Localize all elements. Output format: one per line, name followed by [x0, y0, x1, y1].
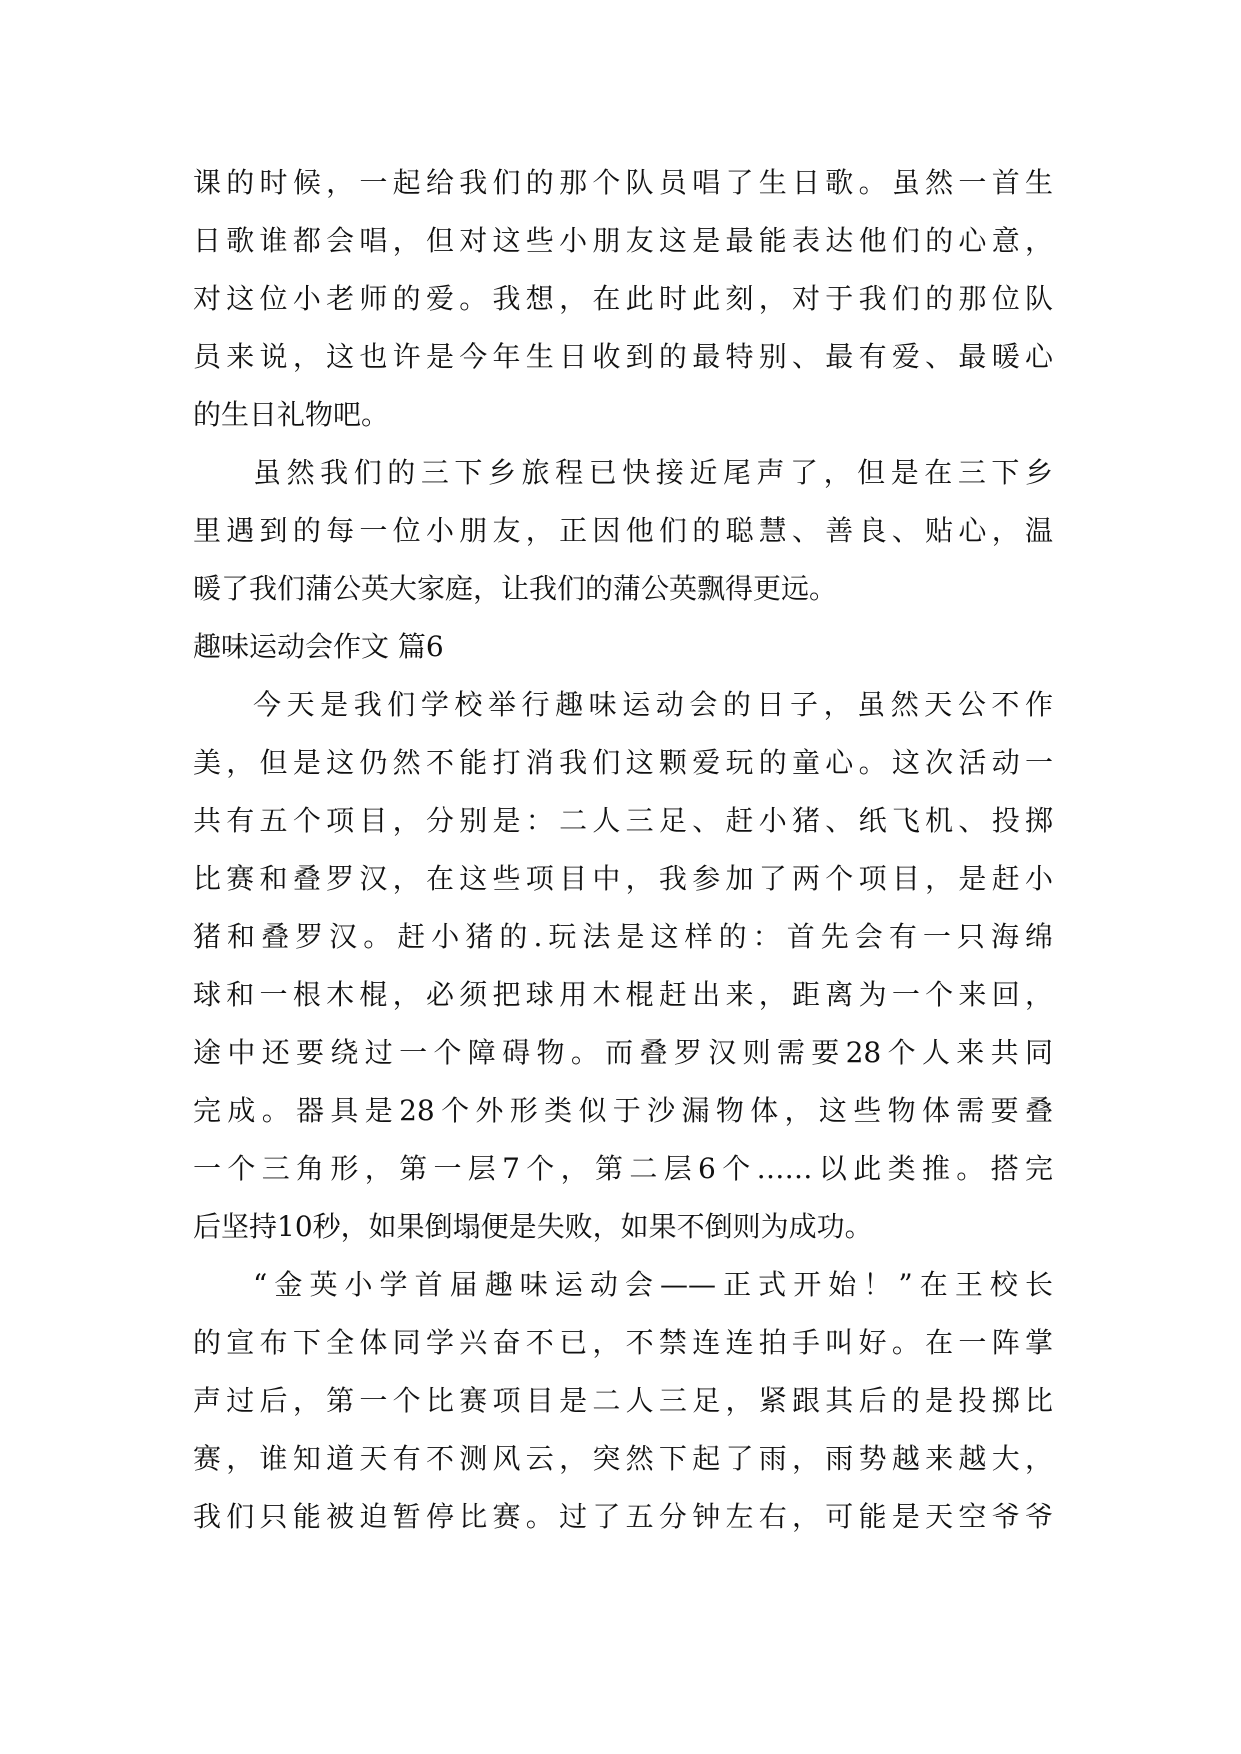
text-line: 途中还要绕过一个障碍物。而叠罗汉则需要28个人来共同: [193, 1036, 1053, 1069]
text-line: 球和一根木棍，必须把球用木棍赶出来，距离为一个来回，: [193, 978, 1053, 1011]
text-line: 里遇到的每一位小朋友，正因他们的聪慧、善良、贴心，温: [193, 514, 1053, 547]
text-line: 日歌谁都会唱，但对这些小朋友这是最能表达他们的心意，: [193, 224, 1053, 257]
text-line: 声过后，第一个比赛项目是二人三足，紧跟其后的是投掷比: [193, 1384, 1053, 1417]
text-line: 共有五个项目，分别是：二人三足、赶小猪、纸飞机、投掷: [193, 804, 1053, 837]
text-line: 今天是我们学校举行趣味运动会的日子，虽然天公不作: [253, 688, 1053, 721]
text-line: 员来说，这也许是今年生日收到的最特别、最有爱、最暖心: [193, 340, 1053, 373]
text-line: 比赛和叠罗汉，在这些项目中，我参加了两个项目，是赶小: [193, 862, 1053, 895]
text-line: 的生日礼物吧。: [193, 398, 390, 431]
text-line: 猪和叠罗汉。赶小猪的.玩法是这样的：首先会有一只海绵: [193, 920, 1053, 953]
text-line: 我们只能被迫暂停比赛。过了五分钟左右，可能是天空爷爷: [193, 1500, 1053, 1533]
text-line: 的宣布下全体同学兴奋不已，不禁连连拍手叫好。在一阵掌: [193, 1326, 1053, 1359]
text-line: “金英小学首届趣味运动会——正式开始！”在王校长: [253, 1268, 1053, 1301]
text-line: 赛，谁知道天有不测风云，突然下起了雨，雨势越来越大，: [193, 1442, 1053, 1475]
text-line: 虽然我们的三下乡旅程已快接近尾声了，但是在三下乡: [253, 456, 1053, 489]
text-line: 完成。器具是28个外形类似于沙漏物体，这些物体需要叠: [193, 1094, 1053, 1127]
text-line: 后坚持10秒，如果倒塌便是失败，如果不倒则为成功。: [193, 1210, 873, 1243]
text-line: 课的时候，一起给我们的那个队员唱了生日歌。虽然一首生: [193, 166, 1053, 199]
text-line: 一个三角形，第一层7个，第二层6个……以此类推。搭完: [193, 1152, 1053, 1185]
document-body: [193, 154, 1053, 1546]
text-line: 暖了我们蒲公英大家庭，让我们的蒲公英飘得更远。: [193, 572, 838, 605]
text-line: 美，但是这仍然不能打消我们这颗爱玩的童心。这次活动一: [193, 746, 1053, 779]
section-heading: 趣味运动会作文 篇6: [193, 630, 444, 663]
text-line: 对这位小老师的爱。我想，在此时此刻，对于我们的那位队: [193, 282, 1053, 315]
